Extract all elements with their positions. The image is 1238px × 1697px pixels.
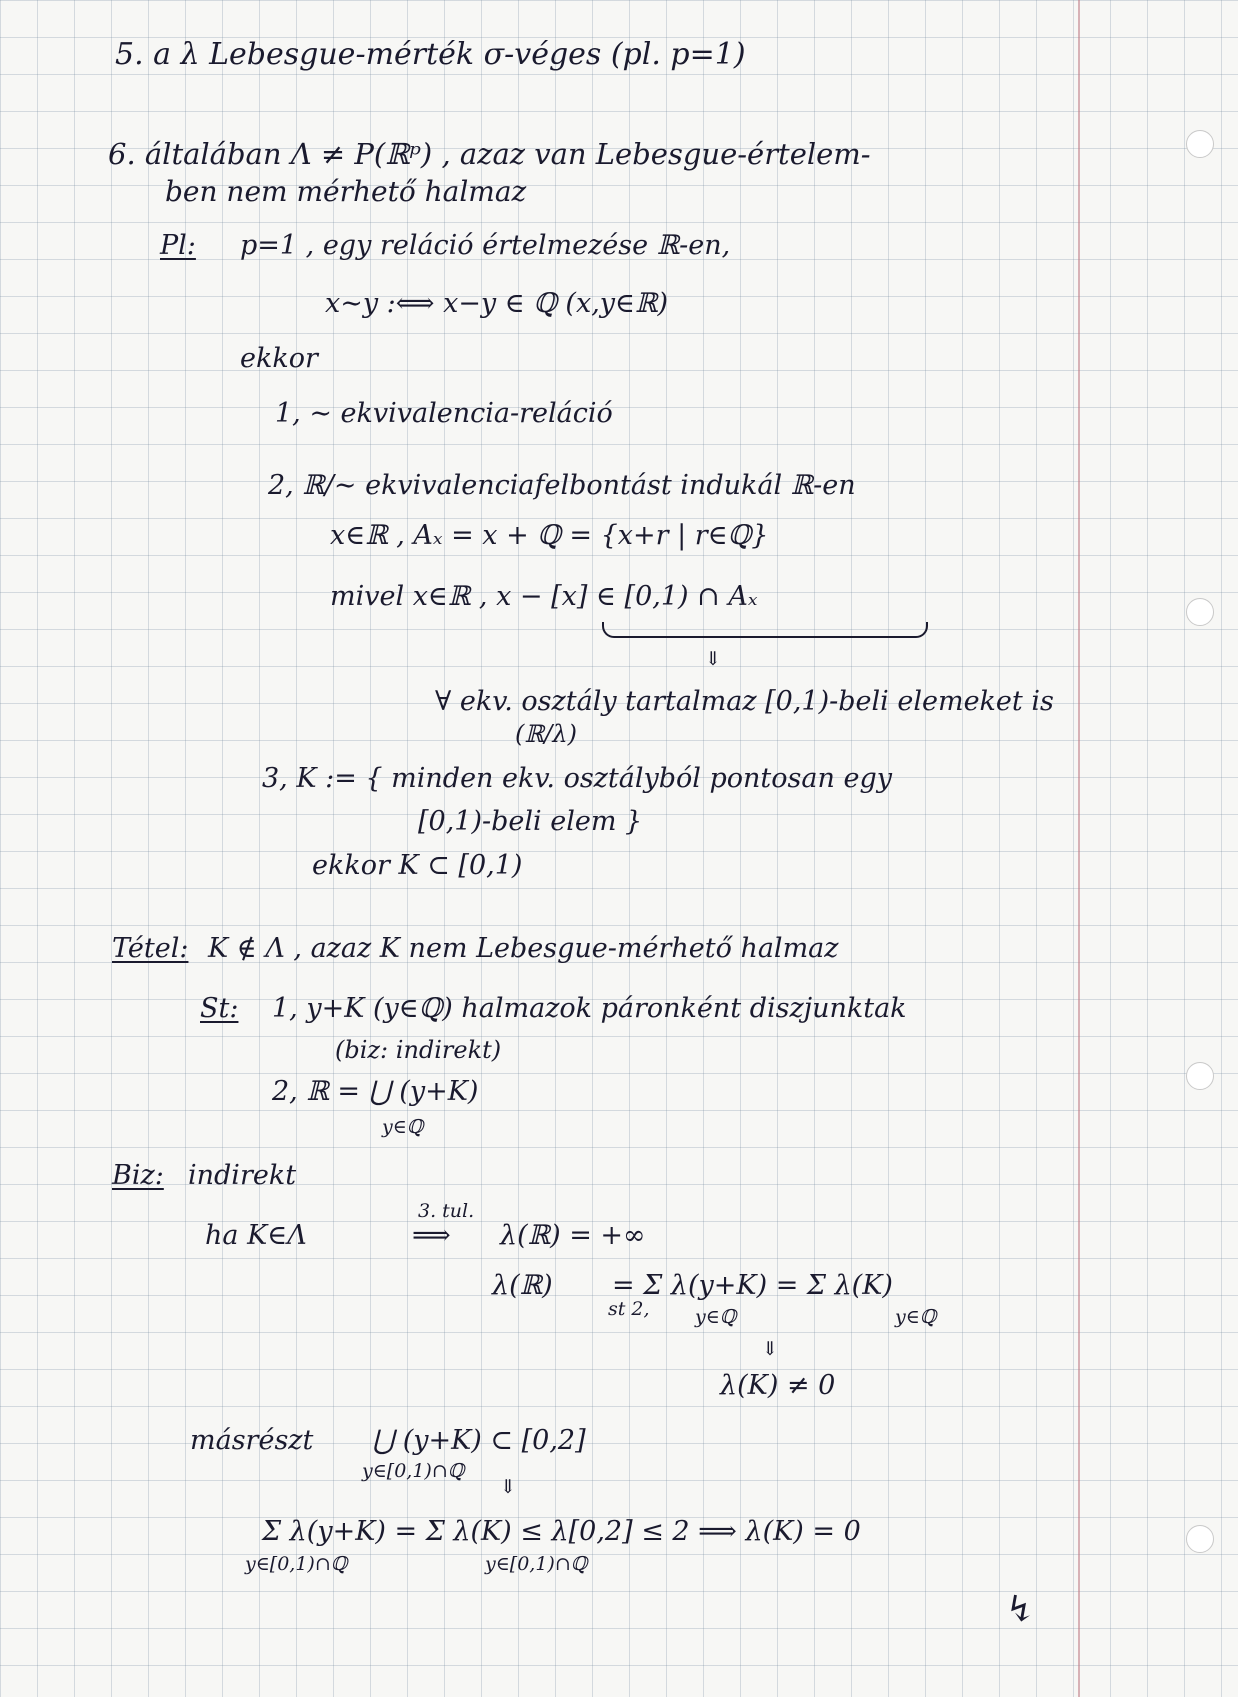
- lemma-2: 2, ℝ = ⋃ (y+K): [272, 1076, 479, 1107]
- lambda-k-nonzero: λ(K) ≠ 0: [720, 1370, 836, 1401]
- item-3-k-definition-cont: [0,1)-beli elem }: [418, 806, 643, 837]
- lemma-1-proof-note: (biz: indirekt): [335, 1036, 502, 1064]
- mivel-line: mivel x∈ℝ , x − [x] ∈ [0,1) ∩ Aₓ: [330, 581, 758, 612]
- line-item-6b: ben nem mérhető halmaz: [165, 175, 527, 208]
- line-item-5: 5. a λ Lebesgue-mérték σ-véges (pl. p=1): [115, 37, 746, 72]
- ekkor-2: ekkor K ⊂ [0,1): [312, 850, 523, 881]
- ekkor-1: ekkor: [240, 343, 318, 374]
- union-subscript: y∈[0,1)∩ℚ: [362, 1460, 465, 1482]
- example-text: p=1 , egy reláció értelmezése ℝ-en,: [240, 230, 731, 261]
- lemma-1: 1, y+K (y∈ℚ) halmazok páronként diszjunktak: [272, 993, 907, 1024]
- punch-hole: [1186, 598, 1214, 626]
- contradiction-symbol: ↯: [1005, 1589, 1036, 1630]
- item-3-k-definition: 3, K := { minden ekv. osztályból pontosan egy: [262, 763, 892, 794]
- example-label: Pl:: [160, 230, 196, 261]
- implies-down-arrow: ⇓: [705, 648, 721, 670]
- implication-arrow: ⟹: [412, 1220, 451, 1251]
- masreszt-label: másrészt: [190, 1425, 314, 1456]
- underbrace: [602, 622, 928, 638]
- proof-label: Biz:: [112, 1160, 164, 1191]
- implication-label: 3. tul.: [418, 1200, 475, 1222]
- lambda-r-infinite: λ(ℝ) = +∞: [500, 1220, 646, 1251]
- punch-hole: [1186, 1525, 1214, 1553]
- quotient-note: (ℝ/λ): [515, 720, 577, 748]
- sum-equation: = Σ λ(y+K) = Σ λ(K): [612, 1270, 893, 1301]
- proof-text: indirekt: [188, 1160, 297, 1191]
- item-2-partition: 2, ℝ/∼ ekvivalenciafelbontást indukál ℝ-en: [268, 470, 856, 501]
- class-definition: x∈ℝ , Aₓ = x + ℚ = {x+r | r∈ℚ}: [330, 520, 769, 551]
- sum-subscript-b: y∈ℚ: [895, 1306, 937, 1328]
- theorem-text: K ∉ Λ , azaz K nem Lebesgue-mérhető halmaz: [208, 933, 839, 964]
- assumption: ha K∈Λ: [205, 1220, 307, 1251]
- lemma-2-subscript: y∈ℚ: [382, 1116, 424, 1138]
- line-item-6a: 6. általában Λ ≠ P(ℝᵖ) , azaz van Lebesgue-értelem-: [108, 137, 871, 171]
- sum-subscript-a: y∈ℚ: [695, 1306, 737, 1328]
- item-1-equivalence: 1, ∼ ekvivalencia-reláció: [275, 398, 613, 429]
- punch-hole: [1186, 1062, 1214, 1090]
- forall-class-line: ∀ ekv. osztály tartalmaz [0,1)-beli elemeket is: [435, 686, 1054, 717]
- implies-down-arrow-3: ⇓: [500, 1476, 516, 1498]
- theorem-label: Tétel:: [112, 933, 189, 964]
- implies-down-arrow-2: ⇓: [762, 1338, 778, 1360]
- final-inequality: Σ λ(y+K) = Σ λ(K) ≤ λ[0,2] ≤ 2 ⟹ λ(K) = 0: [262, 1516, 861, 1547]
- punch-hole: [1186, 130, 1214, 158]
- margin-line: [1078, 0, 1080, 1697]
- lambda-r: λ(ℝ): [492, 1270, 553, 1301]
- union-subset: ⋃ (y+K) ⊂ [0,2]: [372, 1425, 586, 1456]
- equality-reason: st 2,: [608, 1298, 650, 1320]
- lemma-label: St:: [200, 993, 239, 1024]
- relation-definition: x∼y :⟺ x−y ∈ ℚ (x,y∈ℝ): [325, 288, 668, 319]
- final-subscript-a: y∈[0,1)∩ℚ: [245, 1553, 348, 1575]
- final-subscript-b: y∈[0,1)∩ℚ: [485, 1553, 588, 1575]
